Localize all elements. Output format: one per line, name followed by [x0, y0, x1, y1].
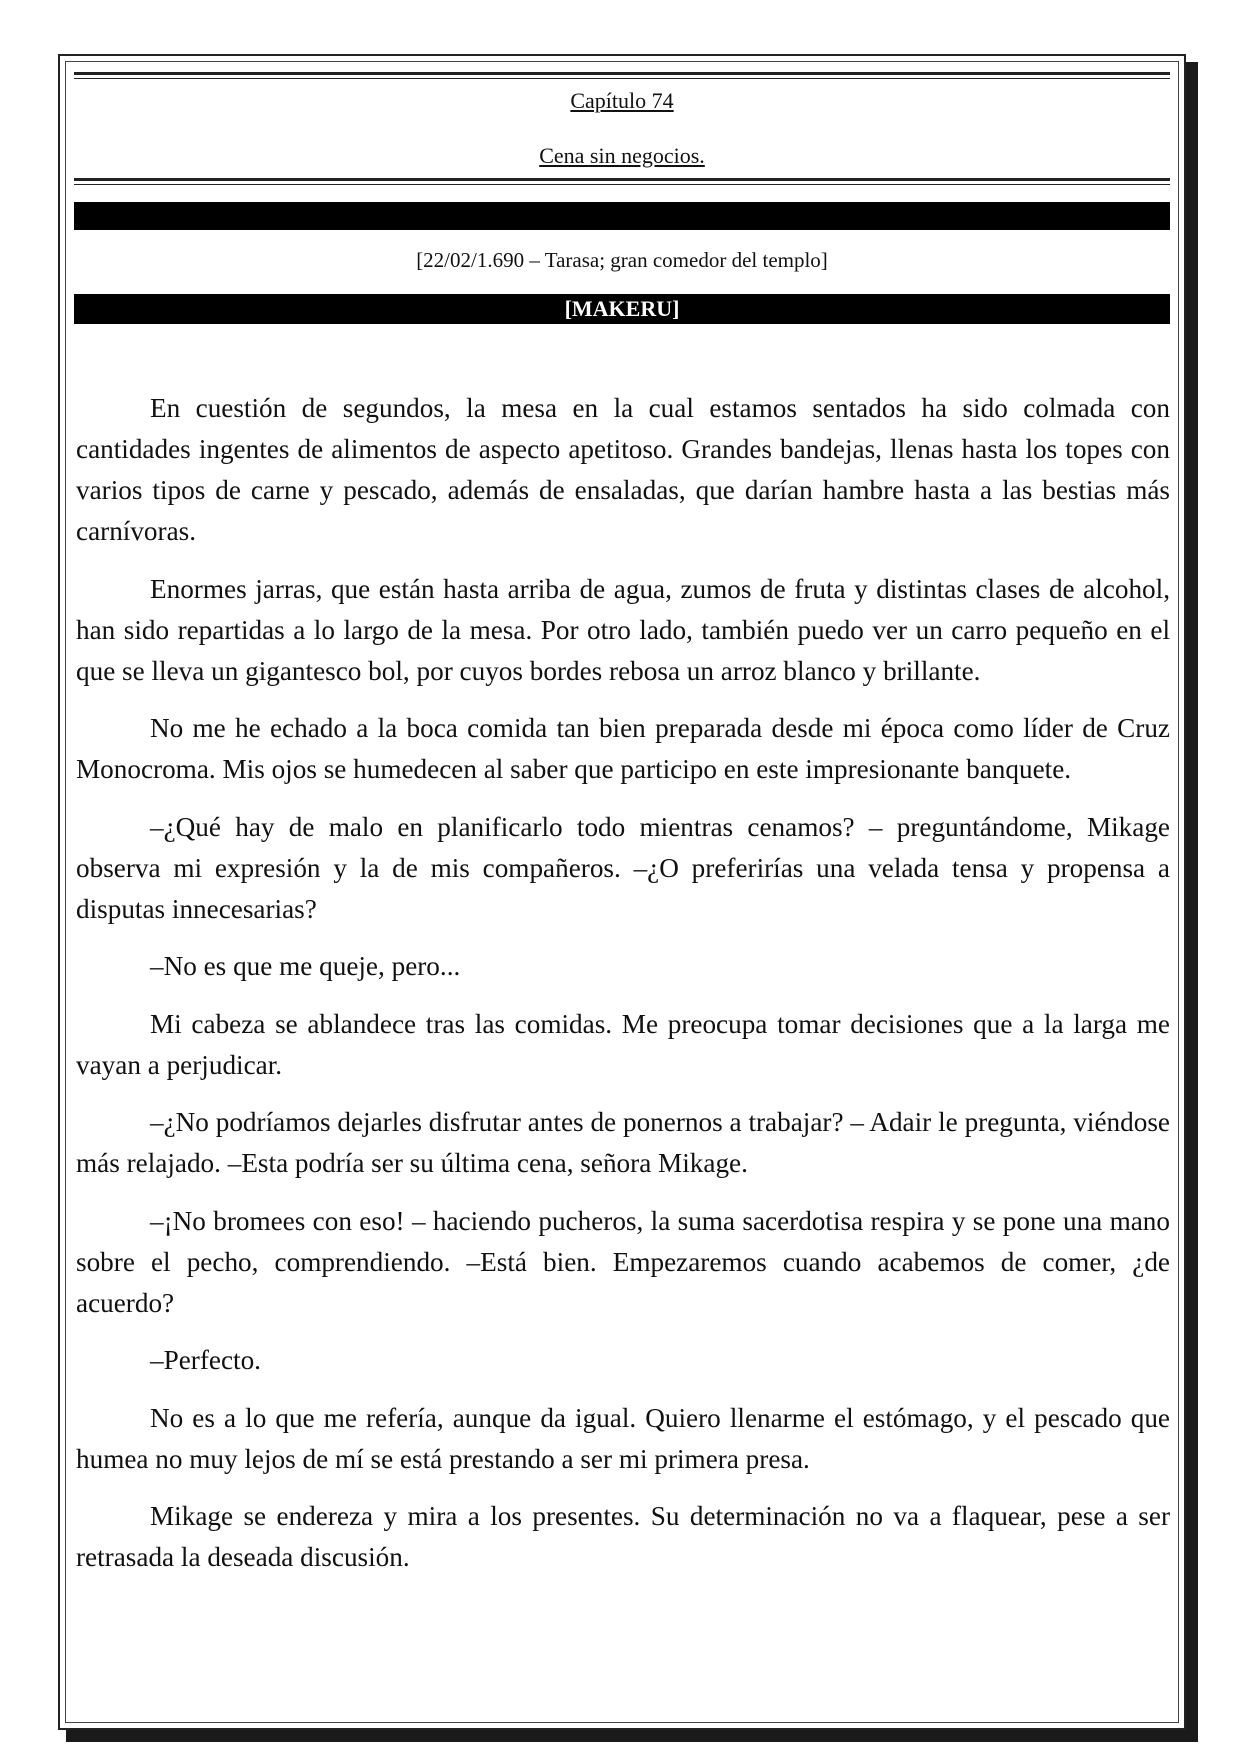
chapter-number: Capítulo 74	[570, 88, 674, 113]
paragraph: –¿Qué hay de malo en planificarlo todo mientras cenamos? – preguntándome, Mikage observa mi expresión y la de mis compañeros. –¿O preferirías una velada tensa y propensa a disputas innecesarias?	[76, 811, 1170, 924]
paragraph: No me he echado a la boca comida tan bien preparada desde mi época como líder de Cruz Monocroma. Mis ojos se humedecen al saber que participo en este impresionante banquete.	[76, 713, 1170, 784]
chapter-body	[76, 388, 1170, 1595]
paragraph: –No es que me queje, pero...	[150, 951, 461, 981]
scene-location: [22/02/1.690 – Tarasa; gran comedor del templo]	[416, 248, 828, 272]
paragraph: –¡No bromees con eso! – haciendo pucheros, la suma sacerdotisa respira y se pone una mano sobre el pecho, comprendiendo. –Está bien. Empezaremos cuando acabemos de comer, ¿de acuerdo?	[76, 1205, 1170, 1318]
separator-black-bar	[74, 202, 1170, 230]
header-bottom-rule	[74, 178, 1170, 181]
header-top-rule	[74, 72, 1170, 75]
pov-banner: [MAKERU]	[74, 294, 1170, 324]
paragraph: En cuestión de segundos, la mesa en la cual estamos sentados ha sido colmada con cantidades ingentes de alimentos de aspecto apetitoso. Grandes bandejas, llenas hasta los topes con varios tipos de carne y pescado, además de ensaladas, que darían hambre hasta a las bestias más carnívoras.	[76, 393, 1170, 546]
paragraph: Mikage se endereza y mira a los presentes. Su determinación no va a flaquear, pese a ser retrasada la deseada discusión.	[76, 1501, 1170, 1572]
paragraph: –Perfecto.	[150, 1345, 261, 1375]
paragraph: –¿No podríamos dejarles disfrutar antes de ponernos a trabajar? – Adair le pregunta, viéndose más relajado. –Esta podría ser su última cena, señora Mikage.	[76, 1107, 1170, 1178]
paragraph: Enormes jarras, que están hasta arriba de agua, zumos de fruta y distintas clases de alcohol, han sido repartidas a lo largo de la mesa. Por otro lado, también puedo ver un carro pequeño en el que se lleva un gigantesco bol, por cuyos bordes rebosa un arroz blanco y brillante.	[76, 573, 1170, 686]
chapter-title: Cena sin negocios.	[539, 143, 705, 168]
page-frame	[58, 54, 1186, 1730]
paragraph: Mi cabeza se ablandece tras las comidas. Me preocupa tomar decisiones que a la larga me vayan a perjudicar.	[76, 1008, 1170, 1080]
paragraph: No es a lo que me refería, aunque da igual. Quiero llenarme el estómago, y el pescado que humea no muy lejos de mí se está prestando a ser mi primera presa.	[76, 1402, 1170, 1474]
